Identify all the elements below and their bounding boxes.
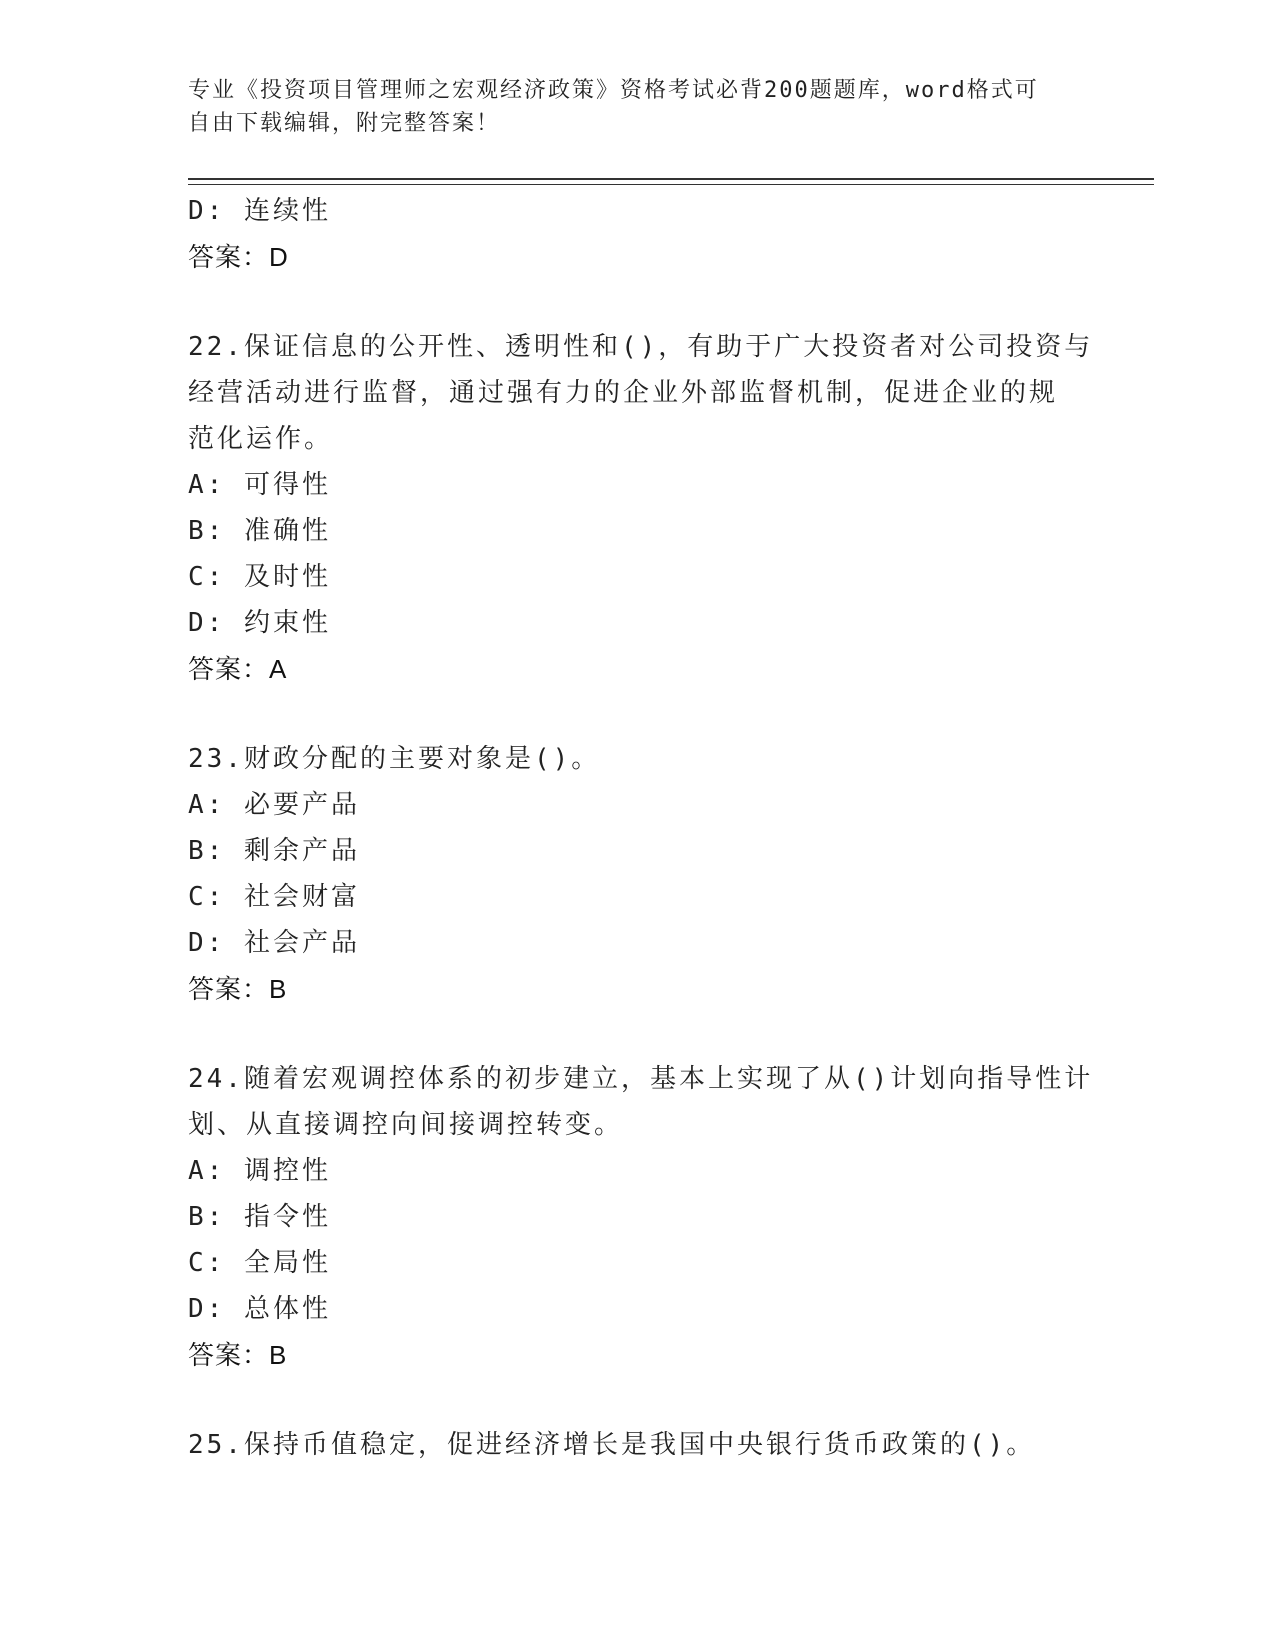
- question-24-line-2: 划、从直接调控向间接调控转变。: [188, 1110, 624, 1140]
- question-24: [188, 1056, 1094, 1378]
- question-22-line-2: 经营活动进行监督，通过强有力的企业外部监督机制，促进企业的规: [188, 378, 1059, 408]
- question-23: [188, 736, 1088, 1012]
- prev-answer: 答案：D: [188, 242, 289, 272]
- option-a: A: 必要产品: [188, 790, 360, 820]
- question-25-line-1: 25.保持币值稳定，促进经济增长是我国中央银行货币政策的()。: [188, 1430, 1036, 1460]
- header-divider-thick: [188, 178, 1154, 180]
- answer: 答案：B: [188, 1340, 288, 1370]
- question-22-line-1: 22.保证信息的公开性、透明性和()，有助于广大投资者对公司投资与: [188, 332, 1094, 362]
- document-header: [188, 74, 1068, 140]
- question-23-line-1: 23.财政分配的主要对象是()。: [188, 744, 601, 774]
- option-b: B: 准确性: [188, 516, 331, 546]
- option-c: C: 社会财富: [188, 882, 360, 912]
- spacer: [188, 1378, 1088, 1422]
- spacer: [188, 280, 1088, 324]
- spacer: [188, 1012, 1088, 1056]
- option-b: B: 指令性: [188, 1202, 331, 1232]
- option-a: A: 调控性: [188, 1156, 331, 1186]
- option-a: A: 可得性: [188, 470, 331, 500]
- option-b: B: 剩余产品: [188, 836, 360, 866]
- question-22-line-3: 范化运作。: [188, 424, 334, 454]
- question-content: [188, 188, 1094, 1468]
- header-line-2: 自由下载编辑，附完整答案！: [188, 111, 501, 136]
- question-24-line-1: 24.随着宏观调控体系的初步建立，基本上实现了从()计划向指导性计: [188, 1064, 1094, 1094]
- spacer: [188, 692, 1088, 736]
- question-25: [188, 1422, 1088, 1468]
- option-d: D: 总体性: [188, 1294, 331, 1324]
- option-d: D: 社会产品: [188, 928, 360, 958]
- option-c: C: 全局性: [188, 1248, 331, 1278]
- option-d: D: 约束性: [188, 608, 331, 638]
- option-c: C: 及时性: [188, 562, 331, 592]
- question-22: [188, 324, 1094, 692]
- answer: 答案：A: [188, 654, 288, 684]
- prev-option-d: D: 连续性: [188, 196, 331, 226]
- header-divider-thin: [188, 184, 1154, 185]
- header-line-1: 专业《投资项目管理师之宏观经济政策》资格考试必背200题题库，word格式可: [188, 78, 1039, 103]
- answer: 答案：B: [188, 974, 288, 1004]
